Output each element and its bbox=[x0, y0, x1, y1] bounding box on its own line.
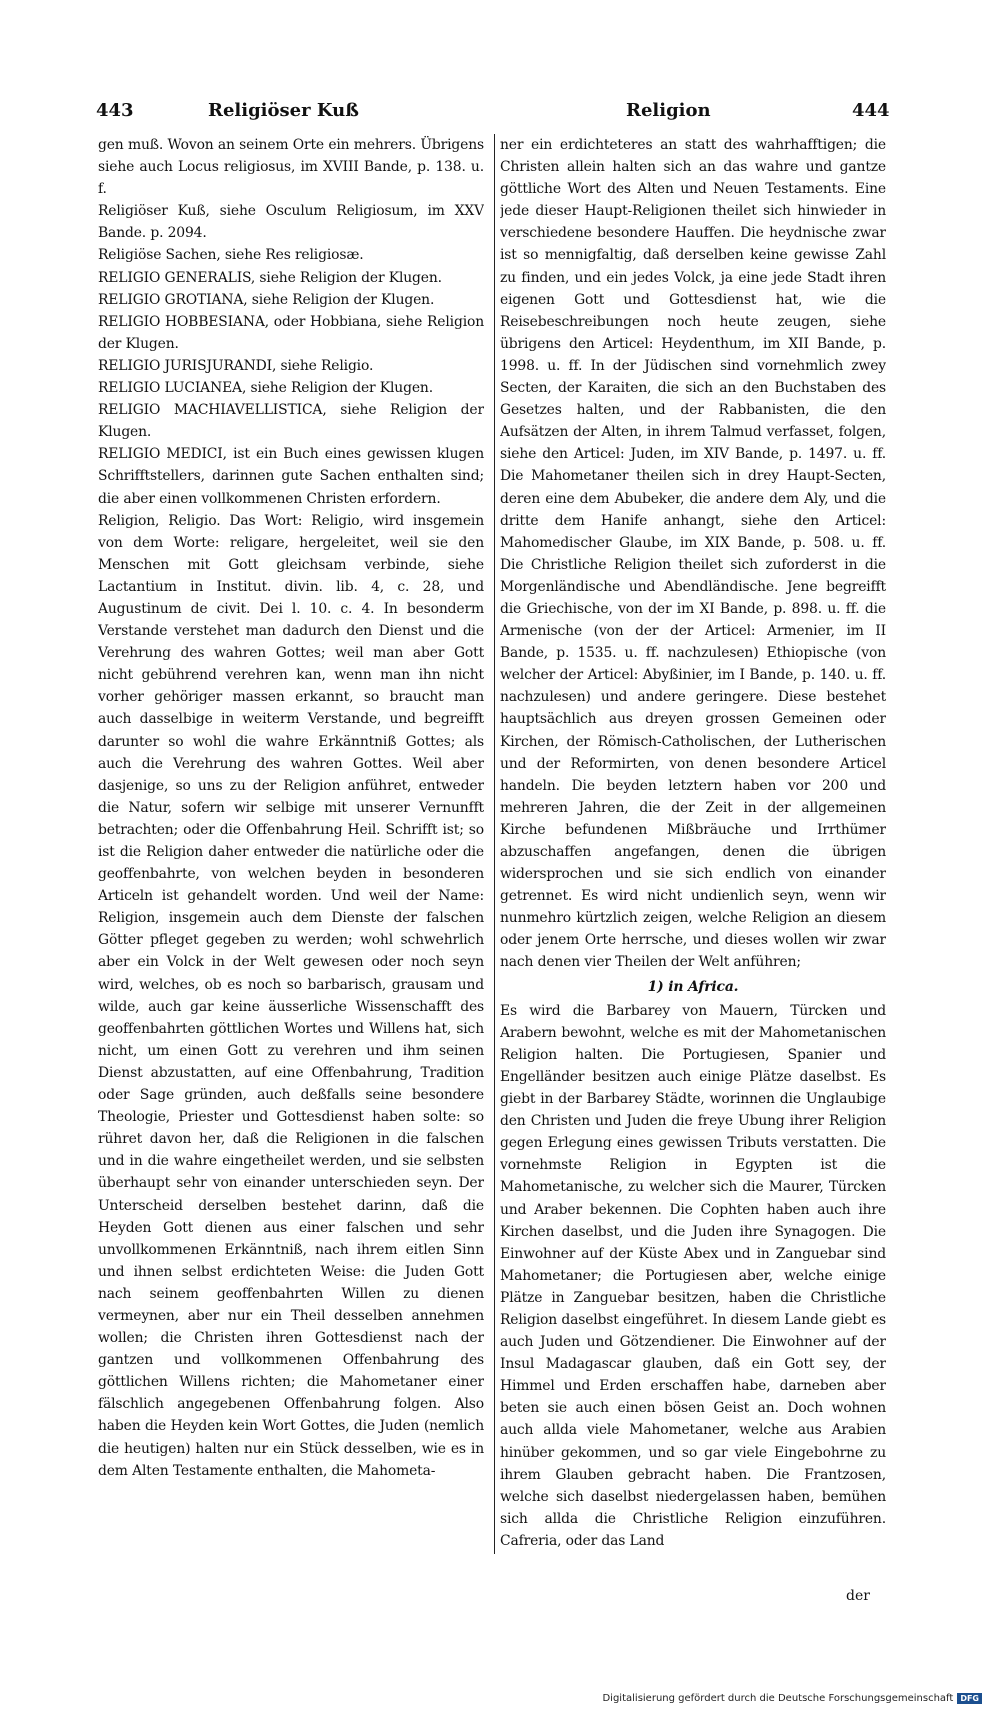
entry-religio-medici: RELIGIO MEDICI, ist ein Buch eines gewissen klugen Schrifftstellers, darinnen gute Sachen enthalten sind; die aber einen vollkommenen Christen erfordern. bbox=[98, 446, 484, 507]
paragraph: gen muß. Wovon an seinem Orte ein mehrers. Übrigens siehe auch Locus religiosus, im XVIII Bande, p. 138. u. f. bbox=[98, 137, 484, 198]
catchword: der bbox=[846, 1588, 870, 1604]
entry-religio-jurisjurandi: RELIGIO JURISJURANDI, siehe Religio. bbox=[98, 357, 374, 374]
entry-religio-machiavellistica: RELIGIO MACHIAVELLISTICA, siehe Religion der Klugen. bbox=[98, 402, 484, 441]
page-header bbox=[96, 98, 896, 124]
entry-religioeser-kuss: Religiöser Kuß, siehe Osculum Religiosum, im XXV Bande. p. 2094. bbox=[98, 203, 484, 242]
entry-religio-grotiana: RELIGIO GROTIANA, siehe Religion der Klugen. bbox=[98, 291, 435, 308]
footer-text: Digitalisierung gefördert durch die Deutsche Forschungsgemeinschaft bbox=[602, 1693, 954, 1704]
left-column bbox=[98, 134, 484, 1584]
right-running-title: Religion bbox=[626, 100, 711, 121]
left-running-title: Religiöser Kuß bbox=[208, 100, 359, 121]
entry-religio-hobbesiana: RELIGIO HOBBESIANA, oder Hobbiana, siehe Religion der Klugen. bbox=[98, 313, 484, 352]
entry-religioese-sachen: Religiöse Sachen, siehe Res religiosæ. bbox=[98, 247, 364, 264]
right-page-number: 444 bbox=[852, 100, 890, 121]
dfg-logo: DFG bbox=[957, 1693, 982, 1704]
right-column bbox=[500, 134, 886, 1584]
column-divider bbox=[494, 134, 495, 1554]
paragraph: ner ein erdichteteres an statt des wahrhafftigen; die Christen allein halten sich an das wahre und gantze göttliche Wort des Alten und Neuen Testaments. Eine jede dieser Haupt-Religionen theilet sich hinwieder in verschiedene besondere Hauffen. Die heydnische zwar ist so mennigfaltig, daß derselben keine gewisse Zahl zu finden, und ein jedes Volck, ja eine jede Stadt ihren eigenen Gott und Gottesdienst hat, wie die Reisebeschreibungen noch heute zeugen, siehe übrigens den Articel: Heydenthum, im XII Bande, p. 1998. u. ff. In der Jüdischen sind vornehmlich zwey Secten, der Karaiten, die sich an den Buchstaben des Gesetzes halten, und der Rabbanisten, die den Aufsätzen der Alten, in ihrem Talmud verfasset, folgen, siehe den Articel: Juden, im XIV Bande, p. 1497. u. ff. Die Mahometaner theilen sich in drey Haupt-Secten, deren eine dem Abubeker, die andere dem Aly, und die dritte dem Hanife anhangt, siehe den Articel: Mahomedischer Glaube, im XIX Bande, p. 508. u. ff. Die Christliche Religion theilet sich zuforderst in die Morgenländische und Abendländische. Jene begreifft die Griechische, von der im XI Bande, p. 898. u. ff. die Armenische (von der der Articel: Armenier, im II Bande, p. 1535. u. ff. nachzulesen) Ethiopische (von welcher der Articel: Abyßinier, im I Bande, p. 140. u. ff. nachzulesen) und andere geringere. Diese bestehet hauptsächlich aus dreyen grossen Gemeinen oder Kirchen, der Römisch-Catholischen, der Lutherischen und der Reformirten, von denen besondere Articel handeln. Die beyden letztern haben vor 200 und mehreren Jahren, die der Zeit in der allgemeinen Kirche befundenen Mißbräuche und Irrthümer abzuschaffen angefangen, denen die übrigen widersprochen und sie sich endlich von einander getrennet. Es wird nicht undienlich seyn, wenn wir nunmehro kürtzlich zeigen, welche Religion an diesem oder jenem Orte herrsche, und dieses wollen wir zwar nach denen vier Theilen der Welt anführen; bbox=[500, 137, 886, 971]
entry-religion: Religion, Religio. Das Wort: Religio, wird insgemein von dem Worte: religare, hergeleitet, weil sie den Menschen mit Gott gleichsam verbinde, siehe Lactantium in Institut. divin. lib. 4, c. 28, und Augustinum de civit. Dei l. 10. c. 4. In besonderm Verstande verstehet man dadurch den Dienst und die Verehrung des wahren Gottes; weil man aber Gott nicht gebührend verehren kan, wenn man ihn nicht vorher gehöriger massen erkannt, so braucht man auch dasselbige in weiterm Verstande, und begreifft darunter so wohl die wahre Erkänntniß Gottes; als auch die Verehrung des wahren Gottes. Weil aber dasjenige, so uns zu der Religion anführet, entweder die Natur, sofern wir selbige mit unserer Vernunfft betrachten; oder die Offenbahrung Heil. Schrifft ist; so ist die Religion daher entweder die natürliche oder die geoffenbahrte, von welchen beyden in besonderen Articeln ist gehandelt worden. Und weil der Name: Religion, insgemein auch dem Dienste der falschen Götter pfleget gegeben zu werden; wohl schwehrlich aber ein Volck in der Welt gewesen oder noch seyn wird, welches, ob es noch so barbarisch, grausam und wilde, auch gar keine äusserliche Wissenschafft des geoffenbahrten göttlichen Wortes und Willens hat, sich nicht, um einen Gott zu verehren und ihm seinen Dienst abzustatten, auf eine Offenbahrung, Tradition oder Sage gründen, auch deßfalls seine besondere Theologie, Priester und Gottesdienst haben solte: so rühret davon her, daß die Religionen in die falschen und in die wahre eingetheilet werden, und sie selbsten überhaupt sehr von einander unterschieden seyn. Der Unterscheid derselben bestehet darinn, daß die Heyden Gott dienen aus einer falschen und sehr unvollkommenen Erkänntniß, nach ihrem eitlen Sinn und ihnen selbst erdichteten Weise: die Juden Gott nach seinem geoffenbahrten Willen zu dienen vermeynen, aber nur ein Theil desselben annehmen wollen; die Christen ihren Gottesdienst nach der gantzen und vollkommenen Offenbahrung des göttlichen Willens richten; die Mahometaner einer fälschlich angegebenen Offenbahrung folgen. Also haben die Heyden kein Wort Gottes, die Juden (nemlich die heutigen) halten nur ein Stück desselben, wie es in dem Alten Testamente enthalten, die Mahometa- bbox=[98, 512, 484, 1479]
entry-religio-lucianea: RELIGIO LUCIANEA, siehe Religion der Klugen. bbox=[98, 380, 433, 397]
section-heading-africa: 1) in Africa. bbox=[647, 978, 739, 995]
left-page-number: 443 bbox=[96, 100, 134, 121]
paragraph: Es wird die Barbarey von Mauern, Türcken und Arabern bewohnt, welche es mit der Mahometanischen Religion halten. Die Portugiesen, Spanier und Engelländer besitzen auch einige Plätze daselbst. Es giebt in der Barbarey Städte, worinnen die Unglaubige den Christen und Juden die freye Ubung ihrer Religion gegen Erlegung eines gewissen Tributs verstatten. Die vornehmste Religion in Egypten ist die Mahometanische, zu welcher sich die Maurer, Türcken und Araber bekennen. Die Cophten haben auch ihre Kirchen daselbst, und die Juden ihre Synagogen. Die Einwohner auf der Küste Abex und in Zanguebar sind Mahometaner; die Portugiesen aber, welche einige Plätze in Zanguebar besitzen, haben die Christliche Religion daselbst eingeführet. In diesem Lande giebt es auch Juden und Götzendiener. Die Einwohner auf der Insul Madagascar glauben, daß ein Gott sey, der Himmel und Erden erschaffen habe, darneben aber beten sie auch einen bösen Geist an. Doch wohnen auch allda viele Mahometaner, welche aus Arabien hinüber gekommen, und so gar viele Eingebohrne zu ihrem Glauben gebracht haben. Die Frantzosen, welche sich daselbst niedergelassen haben, bemühen sich allda die Christliche Religion einzuführen. Cafreria, oder das Land bbox=[500, 1002, 886, 1549]
entry-religio-generalis: RELIGIO GENERALIS, siehe Religion der Klugen. bbox=[98, 269, 442, 286]
footer-credit bbox=[602, 1693, 982, 1704]
